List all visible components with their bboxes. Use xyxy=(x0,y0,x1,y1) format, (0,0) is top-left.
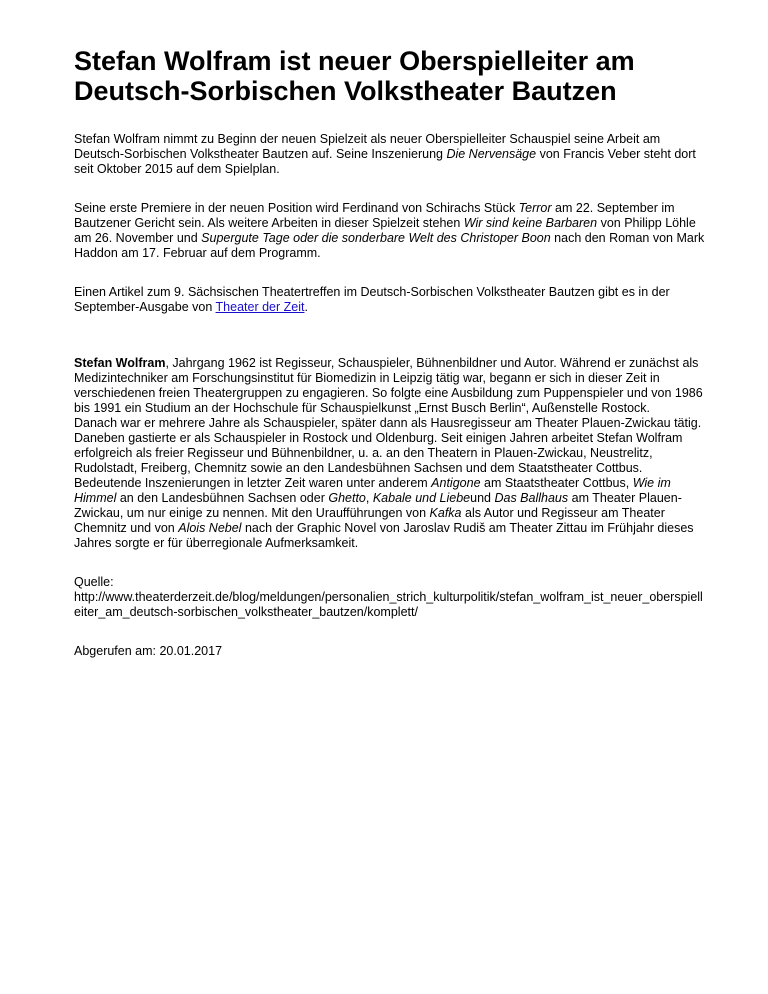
biography-text: , xyxy=(365,491,373,505)
premiere-text: von Philipp Löhle am 26. November und xyxy=(74,216,696,245)
play-title: Ghetto xyxy=(328,491,366,505)
source-label: Quelle: xyxy=(74,575,114,589)
biography-text: , Jahrgang 1962 ist Regisseur, Schauspieler, Bühnenbildner und Autor. Während er zunächst als Medizintechniker am Forschungsinstitut für Biomedizin in Leipzig tätig war, begann er sich in dieser Zeit in verschiedenen freien Theatergruppen zu engagieren. So folgte eine Ausbildung zum Puppenspieler und von 1986 bis 1991 ein Studium an der Hochschule für Schauspielkunst „Ernst Busch Berlin“, Außenstelle Rostock. xyxy=(74,356,703,415)
premiere-text: am 22. September im Bautzener Gericht sein. Als weitere Arbeiten in dieser Spielzeit stehen xyxy=(74,201,675,230)
premiere-paragraph xyxy=(74,201,706,261)
premiere-text: nach den Roman von Mark Haddon am 17. Februar auf dem Programm. xyxy=(74,231,705,260)
play-title: Das Ballhaus xyxy=(494,491,569,505)
title-line-2: Deutsch-Sorbischen Volkstheater Bautzen xyxy=(74,76,617,106)
reference-text: Einen Artikel zum 9. Sächsischen Theatertreffen im Deutsch-Sorbischen Volkstheater Bautzen gibt es in der September-Ausgabe von xyxy=(74,285,670,314)
play-title: Terror xyxy=(518,201,552,215)
intro-paragraph xyxy=(74,132,706,177)
reference-text-end: . xyxy=(304,300,308,314)
intro-text-end: von Francis Veber steht dort seit Oktober 2015 auf dem Spielplan. xyxy=(74,147,696,176)
play-title: Die Nervensäge xyxy=(446,147,537,161)
biography-text: Danach war er mehrere Jahre als Schauspieler, später dann als Hausregisseur am Theater Plauen-Zwickau tätig. Daneben gastierte er als Schauspieler in Rostock und Oldenburg. Seit einigen Jahren arbeitet Stefan Wolfram erfolgreich als freier Regisseur und Bühnenbildner, u. a. an den Theatern in Plauen-Zwickau, Neustrelitz, Rudolstadt, Freiberg, Chemnitz sowie an den Landesbühnen Sachsen und dem Staatstheater Cottbus. Bedeutende Inszenierungen in letzter Zeit waren unter anderem xyxy=(74,416,702,490)
theater-der-zeit-link[interactable]: Theater der Zeit xyxy=(215,300,305,314)
biography-text: nach der Graphic Novel von Jaroslav Rudiš am Theater Zittau im Frühjahr dieses Jahres sorgte er für überregionale Aufmerksamkeit. xyxy=(74,521,694,550)
document-page xyxy=(74,46,706,659)
biography-text: als Autor und Regisseur am Theater Chemnitz und von xyxy=(74,506,665,535)
biography-text: und xyxy=(470,491,495,505)
retrieved-date: Abgerufen am: 20.01.2017 xyxy=(74,644,223,658)
source-paragraph xyxy=(74,575,706,620)
play-title: Supergute Tage oder die sonderbare Welt des Christoper Boon xyxy=(201,231,551,245)
play-title: Kafka xyxy=(429,506,462,520)
play-title: Antigone xyxy=(431,476,481,490)
biography-paragraph xyxy=(74,356,706,551)
biography-text: am Theater Plauen-Zwickau, um nur einige zu nennen. Mit den Uraufführungen von xyxy=(74,491,682,520)
title-line-1: Stefan Wolfram ist neuer Oberspielleiter am xyxy=(74,46,635,76)
article-title xyxy=(74,46,706,106)
source-url: http://www.theaterderzeit.de/blog/meldungen/personalien_strich_kulturpolitik/stefan_wolfram_ist_neuer_oberspielleiter_am_deutsch-sorbischen_volkstheater_bautzen/komplett/ xyxy=(74,590,703,619)
premiere-text: Seine erste Premiere in der neuen Position wird Ferdinand von Schirachs Stück xyxy=(74,201,519,215)
play-title: Wir sind keine Barbaren xyxy=(463,216,598,230)
article-reference-paragraph xyxy=(74,285,706,315)
biography-name: Stefan Wolfram xyxy=(74,356,166,370)
biography-text: am Staatstheater Cottbus, xyxy=(480,476,633,490)
play-title: Wie im Himmel xyxy=(74,476,671,505)
play-title: Alois Nebel xyxy=(178,521,242,535)
play-title: Kabale und Liebe xyxy=(372,491,471,505)
intro-text: Stefan Wolfram nimmt zu Beginn der neuen Spielzeit als neuer Oberspielleiter Schauspiel seine Arbeit am Deutsch-Sorbischen Volkstheater Bautzen auf. Seine Inszenierung xyxy=(74,132,661,161)
biography-text: an den Landesbühnen Sachsen oder xyxy=(116,491,329,505)
